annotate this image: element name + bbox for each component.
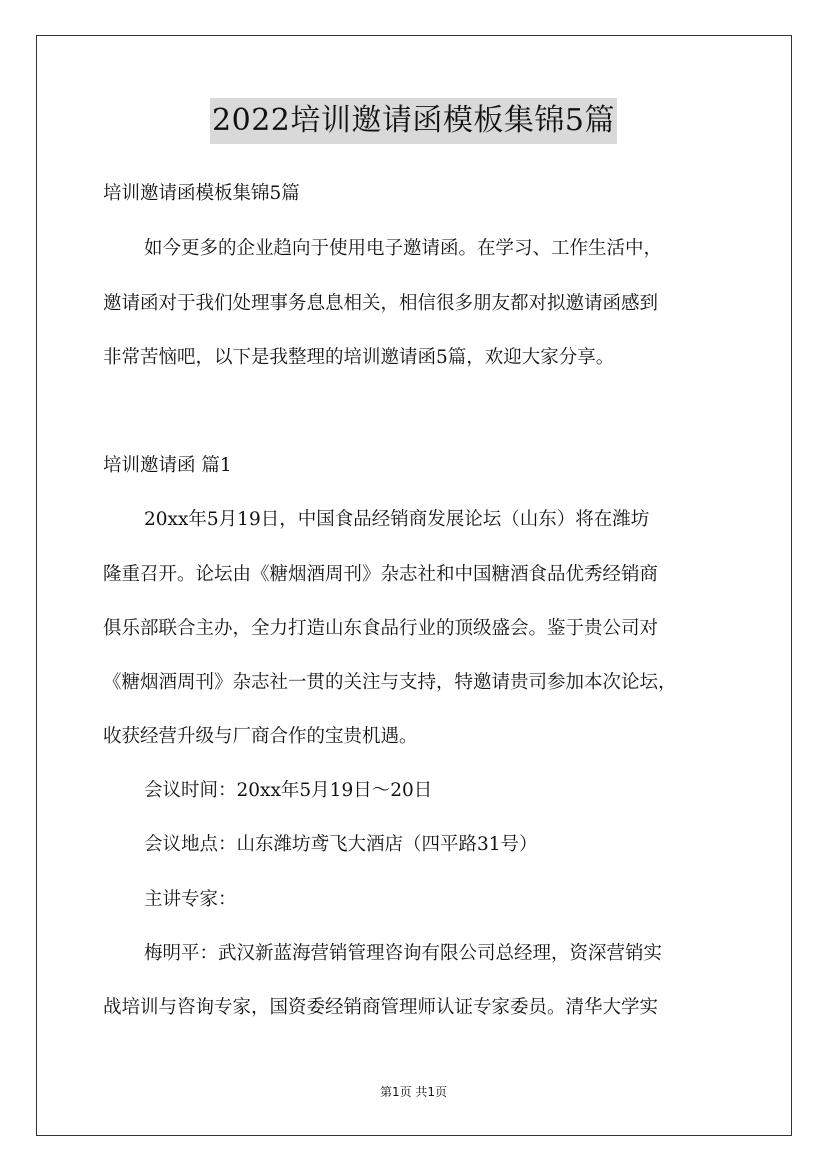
section-heading: 培训邀请函 篇1 bbox=[103, 455, 232, 476]
speakers-label: 主讲专家： bbox=[144, 889, 237, 910]
title-container bbox=[0, 98, 827, 144]
intro-line: 邀请函对于我们处理事务息息相关，相信很多朋友都对拟邀请函感到 bbox=[103, 293, 659, 314]
speaker-line: 战培训与咨询专家，国资委经销商管理师认证专家委员。清华大学实 bbox=[103, 997, 659, 1018]
subtitle: 培训邀请函模板集锦5篇 bbox=[103, 183, 300, 204]
document-title: 2022培训邀请函模板集锦5篇 bbox=[210, 98, 617, 144]
intro-line: 非常苦恼吧，以下是我整理的培训邀请函5篇，欢迎大家分享。 bbox=[103, 347, 615, 368]
body-line: 收获经营升级与厂商合作的宝贵机遇。 bbox=[103, 726, 418, 747]
body-line: 20xx年5月19日，中国食品经销商发展论坛（山东）将在潍坊 bbox=[144, 509, 650, 530]
body-line: 隆重召开。论坛由《糖烟酒周刊》杂志社和中国糖酒食品优秀经销商 bbox=[103, 564, 659, 585]
body-line: 俱乐部联合主办，全力打造山东食品行业的顶级盛会。鉴于贵公司对 bbox=[103, 618, 659, 639]
speaker-line: 梅明平：武汉新蓝海营销管理咨询有限公司总经理，资深营销实 bbox=[144, 943, 663, 964]
meeting-time: 会议时间：20xx年5月19日～20日 bbox=[144, 780, 433, 801]
meeting-place: 会议地点：山东潍坊鸢飞大酒店（四平路31号） bbox=[144, 834, 538, 855]
page-number: 第1页 共1页 bbox=[379, 1085, 448, 1099]
body-line: 《糖烟酒周刊》杂志社一贯的关注与支持，特邀请贵司参加本次论坛， bbox=[103, 672, 677, 693]
intro-line: 如今更多的企业趋向于使用电子邀请函。在学习、工作生活中， bbox=[144, 238, 663, 259]
